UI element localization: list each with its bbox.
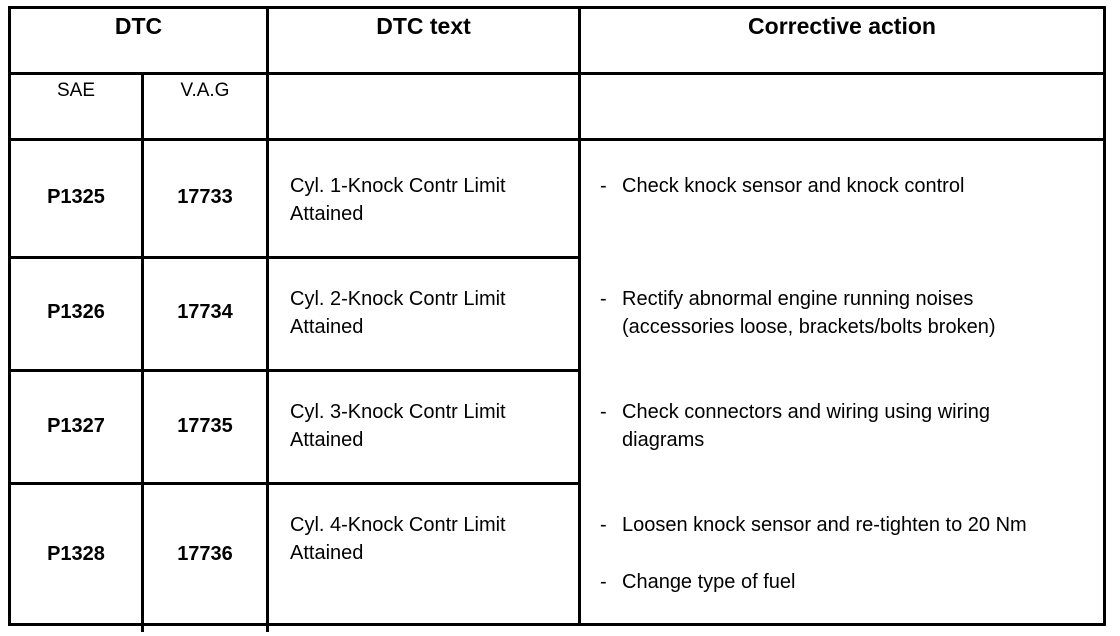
dtc-text-line2: Attained — [290, 429, 364, 451]
dtc-text-line2: Attained — [290, 203, 364, 225]
action-text-continued: (accessories loose, brackets/bolts broken) — [622, 316, 996, 338]
dtc-text-line1: Cyl. 1-Knock Contr Limit — [290, 175, 506, 197]
action-divider — [578, 6, 581, 626]
header-corrective-action: Corrective action — [748, 13, 936, 39]
table-border-bottom — [8, 623, 1106, 626]
header-dtc: DTC — [114, 13, 163, 39]
sae-code: P1325 — [47, 186, 105, 208]
row-divider-2 — [8, 369, 581, 372]
dtc-text-line1: Cyl. 2-Knock Contr Limit — [290, 288, 506, 310]
row-divider-1 — [8, 256, 581, 259]
bullet-dash: - — [600, 514, 607, 536]
vag-code: 17735 — [177, 415, 233, 437]
action-text: Check connectors and wiring using wiring — [622, 401, 990, 423]
dtc-text-line1: Cyl. 3-Knock Contr Limit — [290, 401, 506, 423]
subheader-vag: V.A.G — [180, 80, 230, 101]
subheader-sae: SAE — [56, 80, 96, 101]
dtc-text-line1: Cyl. 4-Knock Contr Limit — [290, 514, 506, 536]
subheader-divider — [8, 138, 1106, 141]
action-text-continued: diagrams — [622, 429, 705, 451]
table-border-right — [1103, 6, 1106, 626]
vag-code: 17733 — [177, 186, 233, 208]
header-dtc-text: DTC text — [376, 13, 471, 39]
action-text: Loosen knock sensor and re-tighten to 20 Nm — [622, 514, 1027, 536]
action-text: Check knock sensor and knock control — [622, 175, 965, 197]
row-divider-3 — [8, 482, 581, 485]
bullet-dash: - — [600, 401, 607, 423]
dtc-text-line2: Attained — [290, 316, 364, 338]
header-divider — [8, 72, 1106, 75]
action-text: Change type of fuel — [622, 571, 796, 593]
bullet-dash: - — [600, 288, 607, 310]
action-text: Rectify abnormal engine running noises — [622, 288, 974, 310]
sae-code: P1327 — [47, 415, 105, 437]
vag-code: 17734 — [177, 301, 233, 323]
vag-code: 17736 — [177, 543, 233, 565]
bullet-dash: - — [600, 175, 607, 197]
sae-code: P1326 — [47, 301, 105, 323]
table-border-top — [8, 6, 1106, 9]
sae-code: P1328 — [47, 543, 105, 565]
dtc-text-line2: Attained — [290, 542, 364, 564]
bullet-dash: - — [600, 571, 607, 593]
